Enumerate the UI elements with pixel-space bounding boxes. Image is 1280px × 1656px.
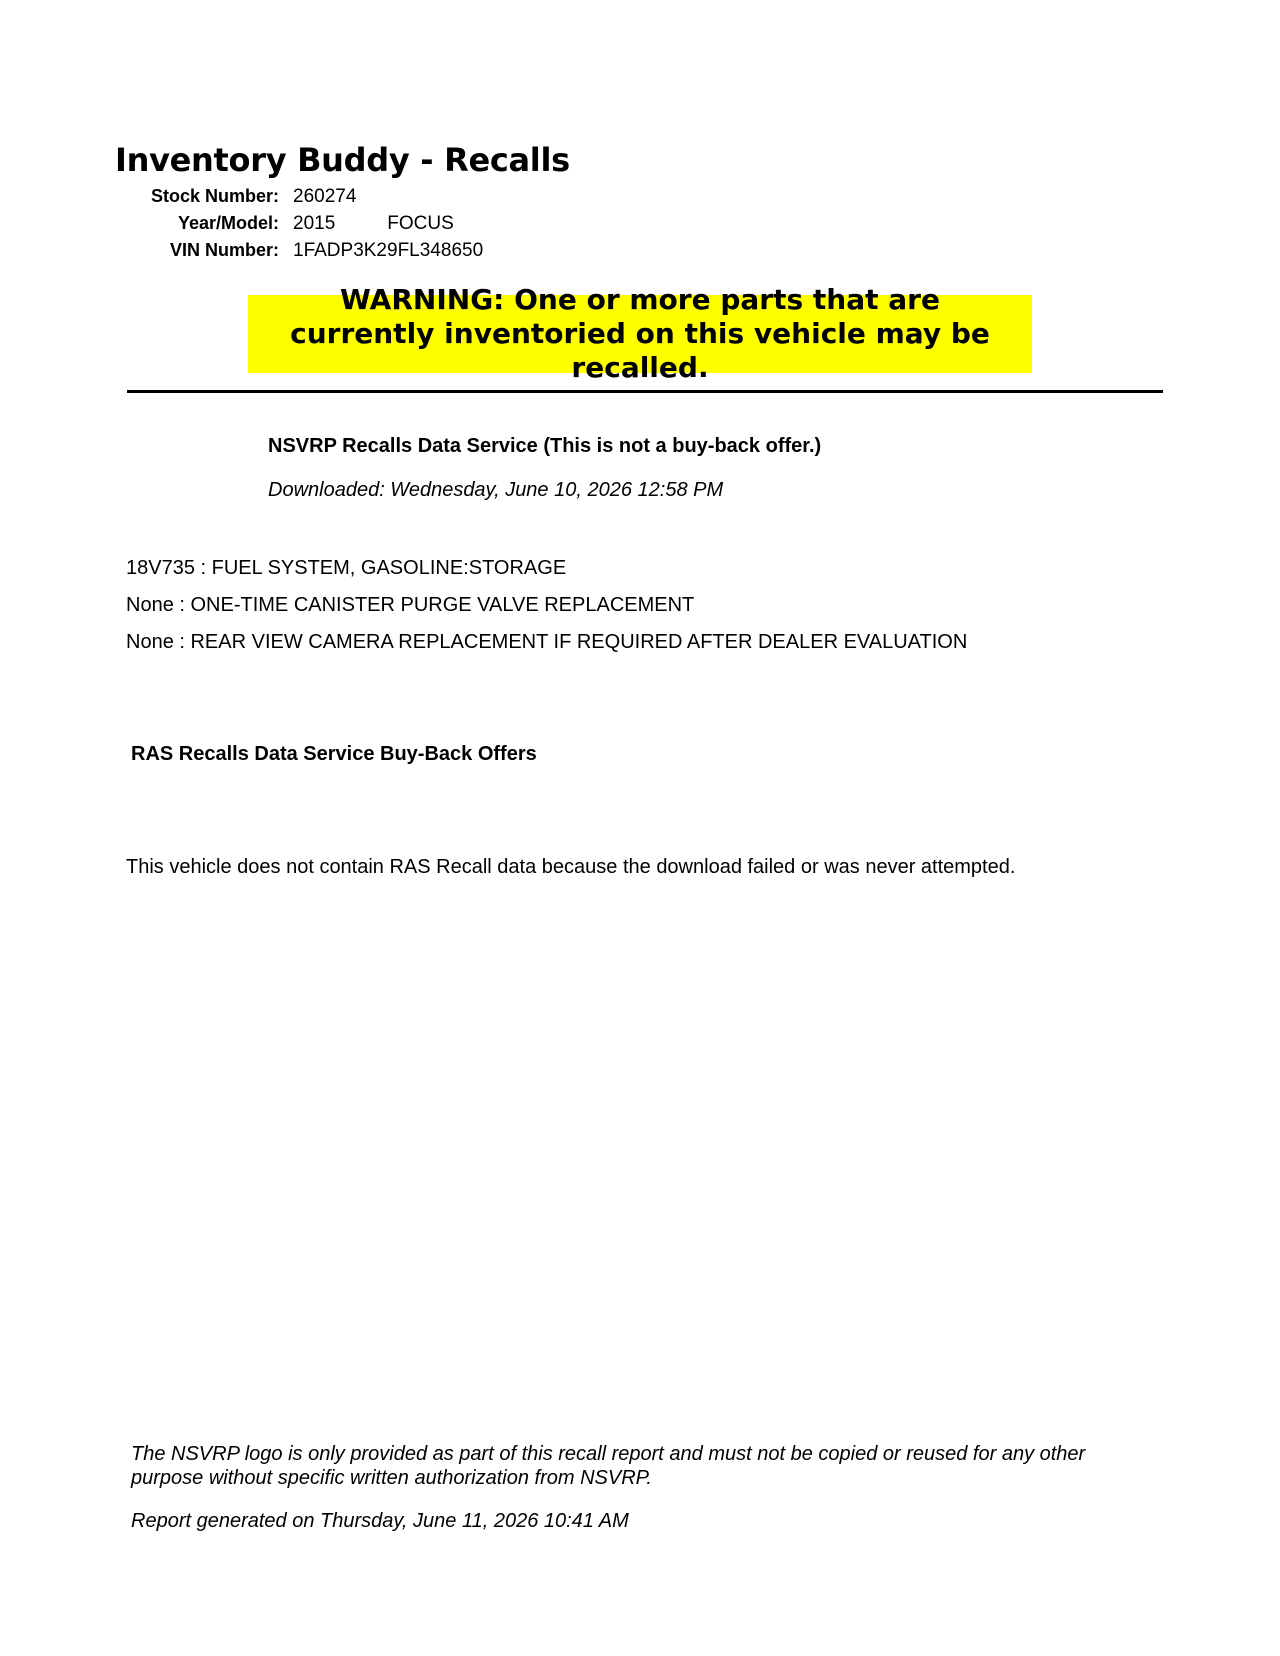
report-generated-timestamp: Report generated on Thursday, June 11, 2026 10:41 AM — [131, 1510, 629, 1532]
stock-number-value: 260274 — [293, 186, 357, 207]
ras-status-message: This vehicle does not contain RAS Recall data because the download failed or was never attempted. — [126, 856, 1016, 878]
stock-number-label: Stock Number: — [150, 186, 279, 206]
ras-section-heading: RAS Recalls Data Service Buy-Back Offers — [131, 743, 537, 765]
list-item: 18V735 : FUEL SYSTEM, GASOLINE:STORAGE — [126, 557, 567, 579]
recall-warning-text: WARNING: One or more parts that are currently inventoried on this vehicle may be recalled. — [290, 283, 990, 384]
vehicle-year: 2015 — [293, 213, 336, 234]
recall-warning-banner — [248, 283, 1032, 384]
list-item: None : REAR VIEW CAMERA REPLACEMENT IF REQUIRED AFTER DEALER EVALUATION — [126, 631, 968, 653]
vin-number-value: 1FADP3K29FL348650 — [293, 240, 484, 261]
nsvrp-logo-disclaimer: The NSVRP logo is only provided as part of this recall report and must not be copied or reused for any other purpose without specific written authorization from NSVRP. — [131, 1443, 1086, 1489]
stock-number-row — [110, 186, 483, 213]
vehicle-info — [110, 186, 483, 267]
vin-number-row — [110, 240, 483, 267]
nsvrp-recall-list — [126, 557, 967, 668]
year-model-label: Year/Model: — [177, 213, 279, 233]
year-model-row — [110, 213, 483, 240]
nsvrp-downloaded-timestamp: Downloaded: Wednesday, June 10, 2026 12:58 PM — [268, 479, 724, 501]
vin-number-label: VIN Number: — [169, 240, 279, 260]
list-item: None : ONE-TIME CANISTER PURGE VALVE REPLACEMENT — [126, 594, 695, 616]
page-title: Inventory Buddy - Recalls — [115, 141, 570, 179]
year-model-value — [293, 213, 454, 235]
section-divider — [127, 390, 1163, 393]
nsvrp-section-heading: NSVRP Recalls Data Service (This is not a buy-back offer.) — [268, 435, 822, 457]
vehicle-model: FOCUS — [387, 213, 454, 234]
